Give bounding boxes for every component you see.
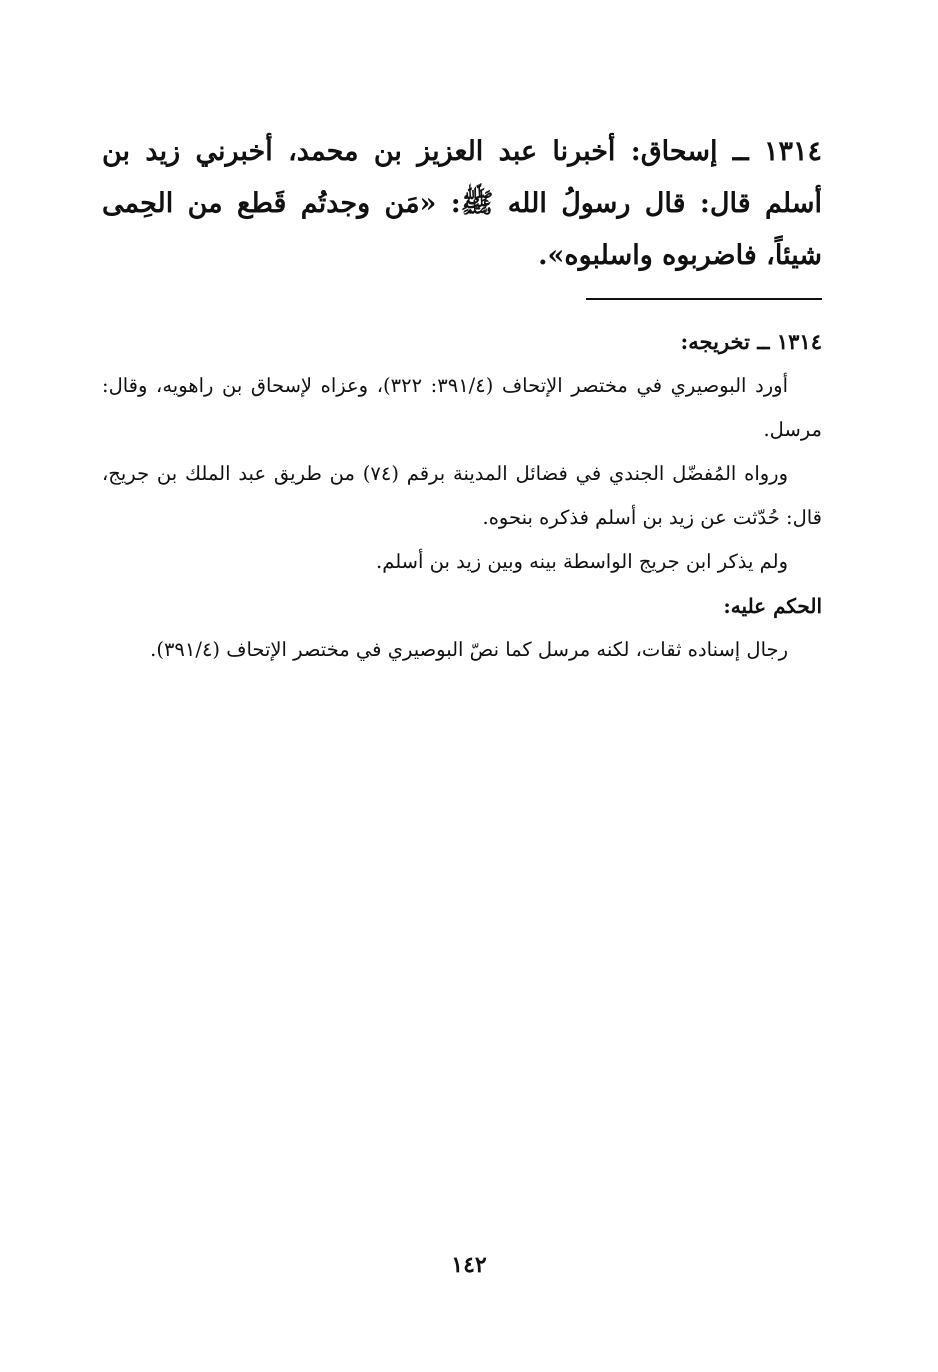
takhrij-paragraph-3: ولم يذكر ابن جريج الواسطة بينه وبين زيد بن أسلم.: [376, 550, 788, 573]
hadith-number: ١٣١٤: [764, 136, 823, 167]
takhrij-paragraph-1: أورد البوصيري في مختصر الإتحاف (٣٩١/٤: ٣٢٢)، وعزاه لإسحاق بن راهويه، وقال: مرسل.: [102, 374, 822, 441]
hadith-text: ــ إسحاق: أخبرنا عبد العزيز بن محمد، أخبرني زيد بن أسلم قال: قال رسولُ الله ﷺ: «مَن وجدتُم قَطع من الحِمى شيئاً، فاضربوه واسلبوه».: [102, 136, 822, 271]
takhrij-paragraph-2: ورواه المُفضّل الجندي في فضائل المدينة برقم (٧٤) من طريق عبد الملك بن جريج، قال: حُدّثت عن زيد بن أسلم فذكره بنحوه.: [102, 462, 822, 529]
notes-section: [102, 320, 822, 672]
ruling-heading: الحكم عليه:: [723, 594, 822, 618]
hadith-paragraph: [102, 126, 822, 282]
ruling-text: رجال إسناده ثقات، لكنه مرسل كما نصّ البوصيري في مختصر الإتحاف (٣٩١/٤).: [150, 638, 788, 661]
page-number: ١٤٢: [451, 1252, 487, 1278]
footnote-separator: [586, 298, 822, 300]
takhrij-heading: ١٣١٤ ــ تخريجه:: [680, 329, 822, 354]
